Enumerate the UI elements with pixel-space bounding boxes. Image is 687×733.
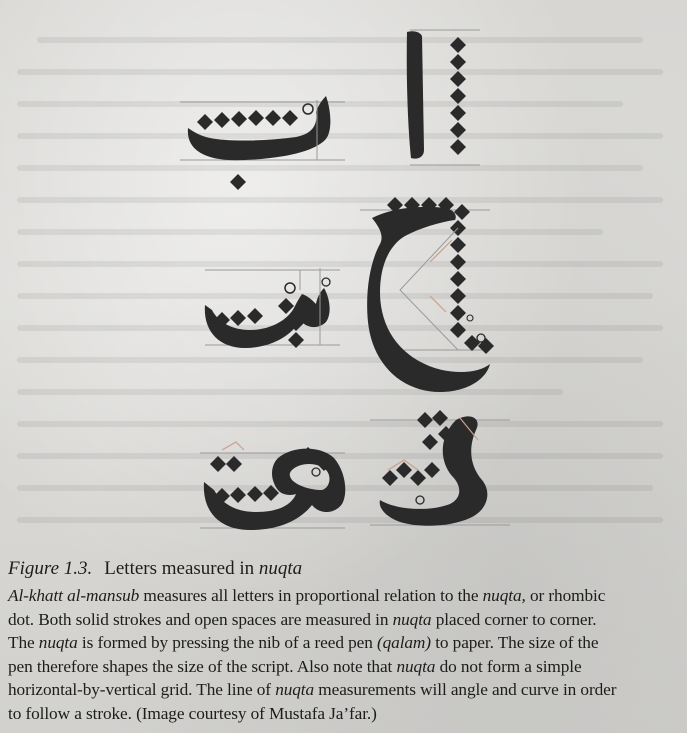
nuqta-row-ba [197, 110, 298, 130]
caption-line [8, 655, 680, 679]
glyph-ya [370, 410, 510, 526]
caption-italic-term: nuqta [38, 633, 78, 652]
caption-text: to paper. The size of the [430, 633, 599, 652]
caption-italic-term: nuqta [392, 609, 432, 629]
caption-text: dot. Both solid strokes and open spaces are measured in [8, 609, 393, 629]
figure-title: Letters measured in [104, 558, 259, 579]
caption-text: pen therefore shapes the size of the script. Also note that [8, 656, 397, 676]
caption-text: or rhombic [525, 586, 606, 605]
caption-italic-term: (qalam) [376, 633, 431, 652]
figure-label: Figure 1.3. [8, 558, 93, 579]
caption-italic-term: nuqta [396, 656, 436, 676]
nuqta-column-alif [450, 37, 466, 155]
figure-caption [8, 557, 680, 725]
caption-italic-term: nuqta [275, 680, 315, 699]
caption-text: to follow a stroke. (Image courtesy of Mustafa Ja’far.) [8, 703, 377, 723]
glyph-ha [360, 197, 494, 392]
caption-text: do not form a simple [435, 656, 582, 676]
figure-title-term: nuqta [258, 558, 303, 579]
caption-line [8, 678, 680, 702]
caption-text: The [8, 633, 39, 652]
caption-text: horizontal-by-vertical grid. The line of [8, 680, 276, 699]
glyph-ba [180, 96, 345, 190]
caption-line [8, 608, 680, 632]
caption-text: is formed by pressing the nib of a reed pen [77, 633, 377, 652]
caption-text: placed corner to corner. [431, 609, 597, 629]
caption-italic-term: nuqta, [482, 586, 526, 605]
glyph-sin [205, 268, 340, 348]
caption-text: measurements will angle and curve in order [314, 680, 617, 699]
glyph-alif [407, 30, 480, 165]
caption-line [8, 631, 680, 655]
caption-line [8, 584, 680, 608]
caption-line [8, 702, 680, 726]
caption-italic-term: Al-khatt al-mansub [8, 586, 140, 605]
caption-title [8, 557, 680, 581]
caption-text: measures all letters in proportional relation to the [139, 586, 483, 605]
nuqta-column-ha [450, 220, 494, 354]
glyph-sad [200, 442, 345, 530]
caption-body [8, 584, 680, 725]
